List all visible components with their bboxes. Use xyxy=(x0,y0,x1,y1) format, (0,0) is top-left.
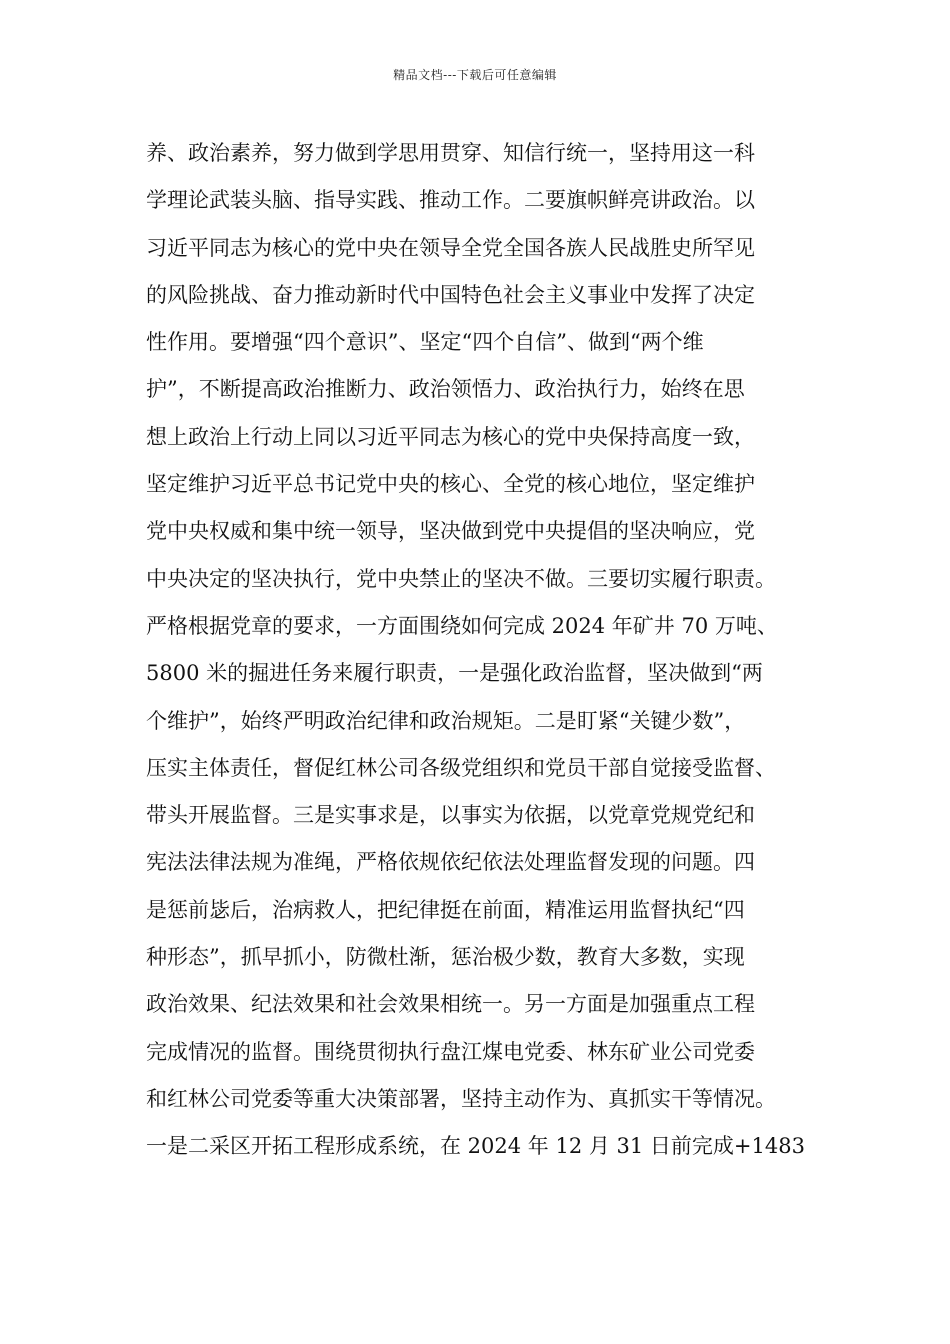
text-line: 个维护”，始终严明政治纪律和政治规矩。二是盯紧“关键少数”， xyxy=(146,708,746,733)
text-line: 习近平同志为核心的党中央在领导全党全国各族人民战胜史所罕见 xyxy=(146,235,755,260)
text-line: 党中央权威和集中统一领导，坚决做到党中央提倡的坚决响应，党 xyxy=(146,519,755,544)
text-line: 一是二采区开拓工程形成系统，在 2024 年 12 月 31 日前完成+1483 xyxy=(146,1134,805,1159)
text-line: 养、政治素养，努力做到学思用贯穿、知信行统一，坚持用这一科 xyxy=(146,141,755,165)
text-line: 压实主体责任，督促红林公司各级党组织和党员干部自觉接受监督、 xyxy=(146,755,776,780)
text-line: 和红林公司党委等重大决策部署，坚持主动作为、真抓实干等情况。 xyxy=(146,1086,776,1111)
text-line: 护”，不断提高政治推断力、政治领悟力、政治执行力，始终在思 xyxy=(146,377,745,402)
text-line: 政治效果、纪法效果和社会效果相统一。另一方面是加强重点工程 xyxy=(146,992,755,1017)
text-line: 坚定维护习近平总书记党中央的核心、全党的核心地位，坚定维护 xyxy=(146,472,755,497)
text-line: 的风险挑战、奋力推动新时代中国特色社会主义事业中发挥了决定 xyxy=(146,282,755,307)
text-line: 完成情况的监督。围绕贯彻执行盘江煤电党委、林东矿业公司党委 xyxy=(146,1039,755,1064)
text-line: 中央决定的坚决执行，党中央禁止的坚决不做。三要切实履行职责。 xyxy=(146,566,776,591)
text-line: 想上政治上行动上同以习近平同志为核心的党中央保持高度一致， xyxy=(146,424,755,449)
page-header: 精品文档---下载后可任意编辑 xyxy=(393,68,557,82)
text-line: 带头开展监督。三是实事求是，以事实为依据，以党章党规党纪和 xyxy=(146,803,755,828)
body-paragraph xyxy=(146,133,826,1174)
text-line: 是惩前毖后，治病救人，把纪律挺在前面，精准运用监督执纪“四 xyxy=(146,897,745,922)
text-line: 5800 米的掘进任务来履行职责，一是强化政治监督，坚决做到“两 xyxy=(146,661,763,686)
text-line: 学理论武装头脑、指导实践、推动工作。二要旗帜鲜亮讲政治。以 xyxy=(146,188,755,213)
text-line: 性作用。要增强“四个意识”、坚定“四个自信”、做到“两个维 xyxy=(146,330,704,355)
text-line: 宪法法律法规为准绳，严格依规依纪依法处理监督发现的问题。四 xyxy=(146,850,755,875)
text-line: 种形态”，抓早抓小，防微杜渐，惩治极少数，教育大多数，实现 xyxy=(146,945,745,970)
text-line: 严格根据党章的要求，一方面围绕如何完成 2024 年矿井 70 万吨、 xyxy=(146,613,778,638)
